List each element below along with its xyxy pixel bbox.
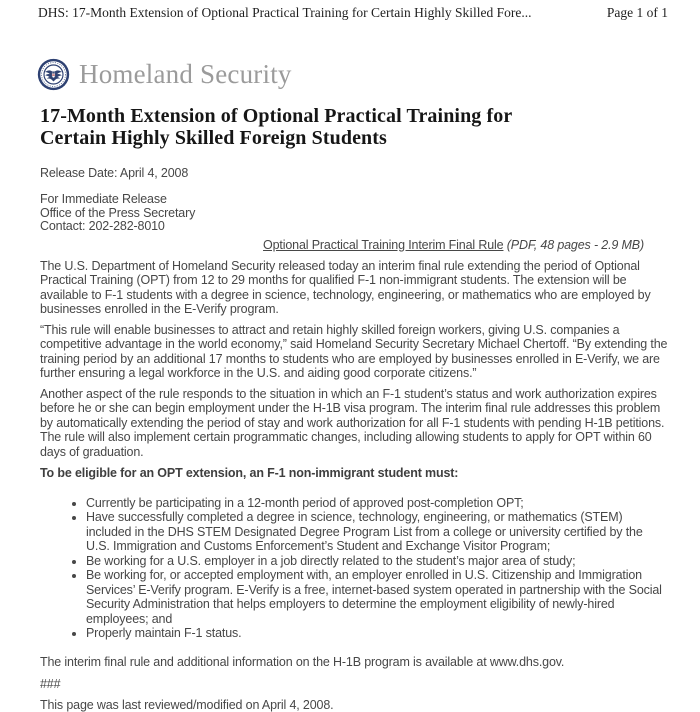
byline-block [40,193,668,234]
list-item: • Have successfully completed a degree in science, technology, engineering, or mathematics (STEM) included in the DHS STEM Designated Degree Program List from a college or university certified by the U.S. Immigration and Customs Enforcement’s Student and Exchange Visitor Program; [86,510,668,554]
dhs-seal-icon [37,58,70,91]
list-item: • Properly maintain F-1 status. [86,626,668,641]
list-item: • Be working for, or accepted employment with, an employer enrolled in U.S. Citizenship and Immigration Services’ E-Verify program. E-Verify is a free, internet-based system operated in partnership with the Social Security Administration that helps employers to determine the employment eligibility of newly-hired employees; and [86,568,668,626]
end-mark: ### [40,676,61,691]
print-header-title: DHS: 17-Month Extension of Optional Practical Training for Certain Highly Skilled Fore... [38,5,532,20]
paragraph-chertoff-quote: “This rule will enable businesses to attract and retain highly skilled foreign workers, giving U.S. companies a competitive advantage in the world economy,” said Homeland Security Secretary Michael Chertoff. “By extending the training period by an additional 17 months to students who are employed by businesses enrolled in E-Verify, we are further ensuring a legal workforce in the U.S. and aiding good corporate citizens.” [40,322,668,380]
article-body [40,166,668,712]
pdf-file-meta: (PDF, 48 pages - 2.9 MB) [506,237,644,252]
paragraph-rule-summary: The U.S. Department of Homeland Security released today an interim final rule extending the period of Optional Practical Training (OPT) from 12 to 29 months for qualified F-1 non-immigrant students. The extension will be available to F-1 students with a degree in science, technology, engineering, or mathematics who are employed by businesses enrolled in the E-Verify program. [40,258,651,316]
list-item: • Be working for a U.S. employer in a job directly related to the student’s major area of study; [86,554,668,569]
print-header [38,5,668,21]
print-header-page-number: Page 1 of 1 [606,5,668,20]
byline-immediate-release: For Immediate Release [40,192,167,206]
eligibility-list [40,496,668,641]
release-date: Release Date: April 4, 2008 [40,166,189,180]
dhs-logo-wordmark: Homeland Security [79,58,292,89]
paragraph-h1b-gap: Another aspect of the rule responds to the situation in which an F-1 student’s status and work authorization expires before he or she can begin employment under the H-1B visa program. The interim final rule addresses this problem by automatically extending the period of stay and work authorization for all F-1 students with pending H-1B petitions. The rule will also implement certain programmatic changes, including allowing students to apply for OPT within 60 days of graduation. [40,386,665,459]
byline-contact: Contact: 202-282-8010 [40,219,165,233]
list-item: • Currently be participating in a 12-month period of approved post-completion OPT; [86,496,668,511]
byline-office: Office of the Press Secretary [40,205,196,220]
pdf-link-line [40,238,668,252]
eligibility-heading: To be eligible for an OPT extension, an F-1 non-immigrant student must: [40,466,459,480]
dhs-logo [37,57,668,91]
page-title: 17-Month Extension of Optional Practical Training for Certain Highly Skilled Foreign Students [40,105,512,149]
pdf-rule-link[interactable]: Optional Practical Training Interim Final Rule [263,237,504,252]
last-modified-note: This page was last reviewed/modified on April 4, 2008. [40,697,334,712]
closing-note: The interim final rule and additional information on the H-1B program is available at www.dhs.gov. [40,654,565,669]
